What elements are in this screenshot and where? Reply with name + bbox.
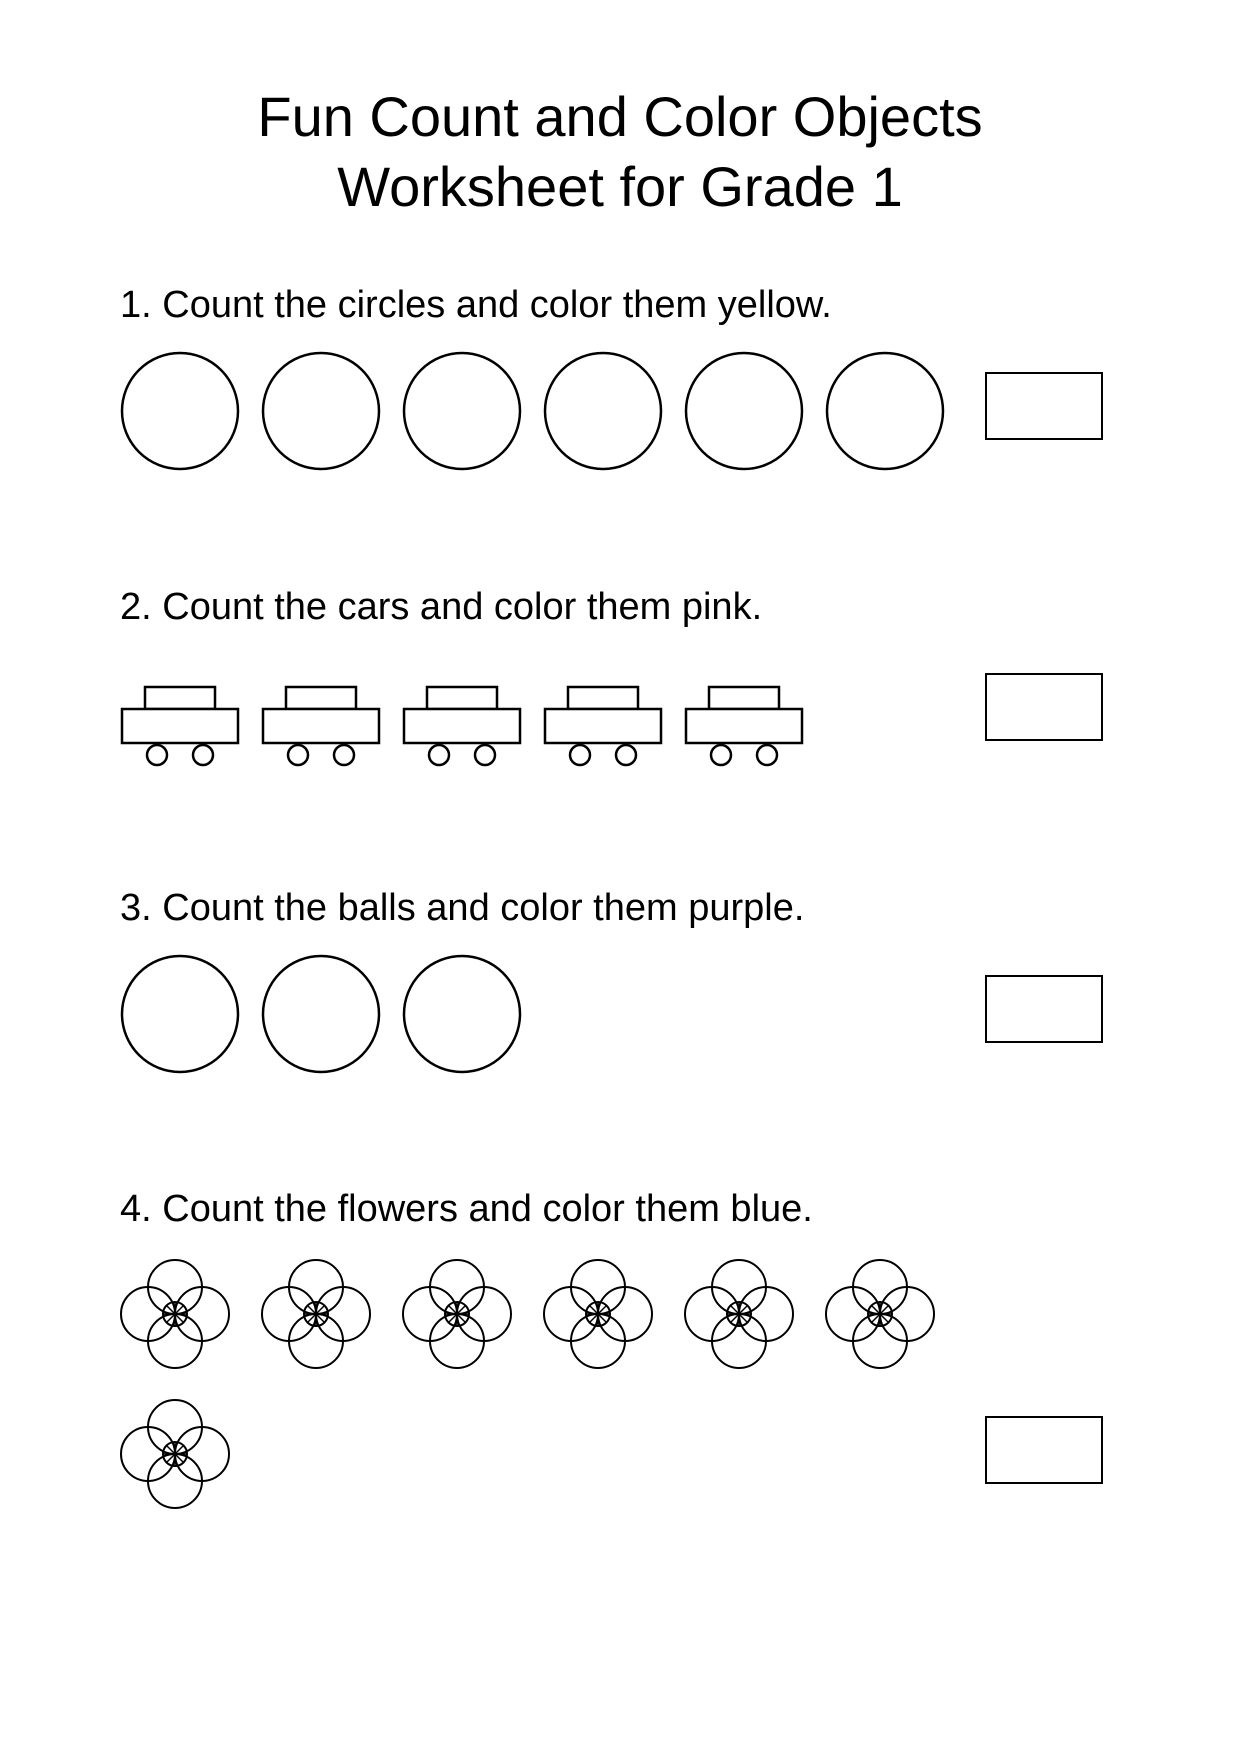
flower-icon[interactable] [120,1399,230,1509]
circle-icon[interactable] [684,351,804,471]
question-3-label: 3. Count the balls and color them purple. [120,887,805,929]
ball-icon[interactable] [402,954,522,1074]
circle-icon[interactable] [825,351,945,471]
question-1-answer-box[interactable] [985,372,1103,440]
ball-icon[interactable] [261,954,381,1074]
flower-icon[interactable] [402,1259,512,1369]
circle-icon[interactable] [402,351,522,471]
circle-icon[interactable] [261,351,381,471]
circle-icon[interactable] [543,351,663,471]
car-icon[interactable] [684,684,804,768]
question-2-label: 2. Count the cars and color them pink. [120,586,763,628]
car-icon[interactable] [261,684,381,768]
page-title [0,82,1240,222]
car-icon[interactable] [120,684,240,768]
car-icon[interactable] [402,684,522,768]
title-line-2: Worksheet for Grade 1 [337,155,903,218]
question-3-answer-box[interactable] [985,975,1103,1043]
title-line-1: Fun Count and Color Objects [257,85,983,148]
flower-icon[interactable] [543,1259,653,1369]
question-4-label: 4. Count the flowers and color them blue. [120,1188,813,1230]
flower-icon[interactable] [684,1259,794,1369]
question-4-answer-box[interactable] [985,1416,1103,1484]
car-icon[interactable] [543,684,663,768]
question-1-label: 1. Count the circles and color them yellow. [120,284,832,326]
flower-icon[interactable] [261,1259,371,1369]
ball-icon[interactable] [120,954,240,1074]
circle-icon[interactable] [120,351,240,471]
flower-icon[interactable] [120,1259,230,1369]
question-2-answer-box[interactable] [985,673,1103,741]
flower-icon[interactable] [825,1259,935,1369]
